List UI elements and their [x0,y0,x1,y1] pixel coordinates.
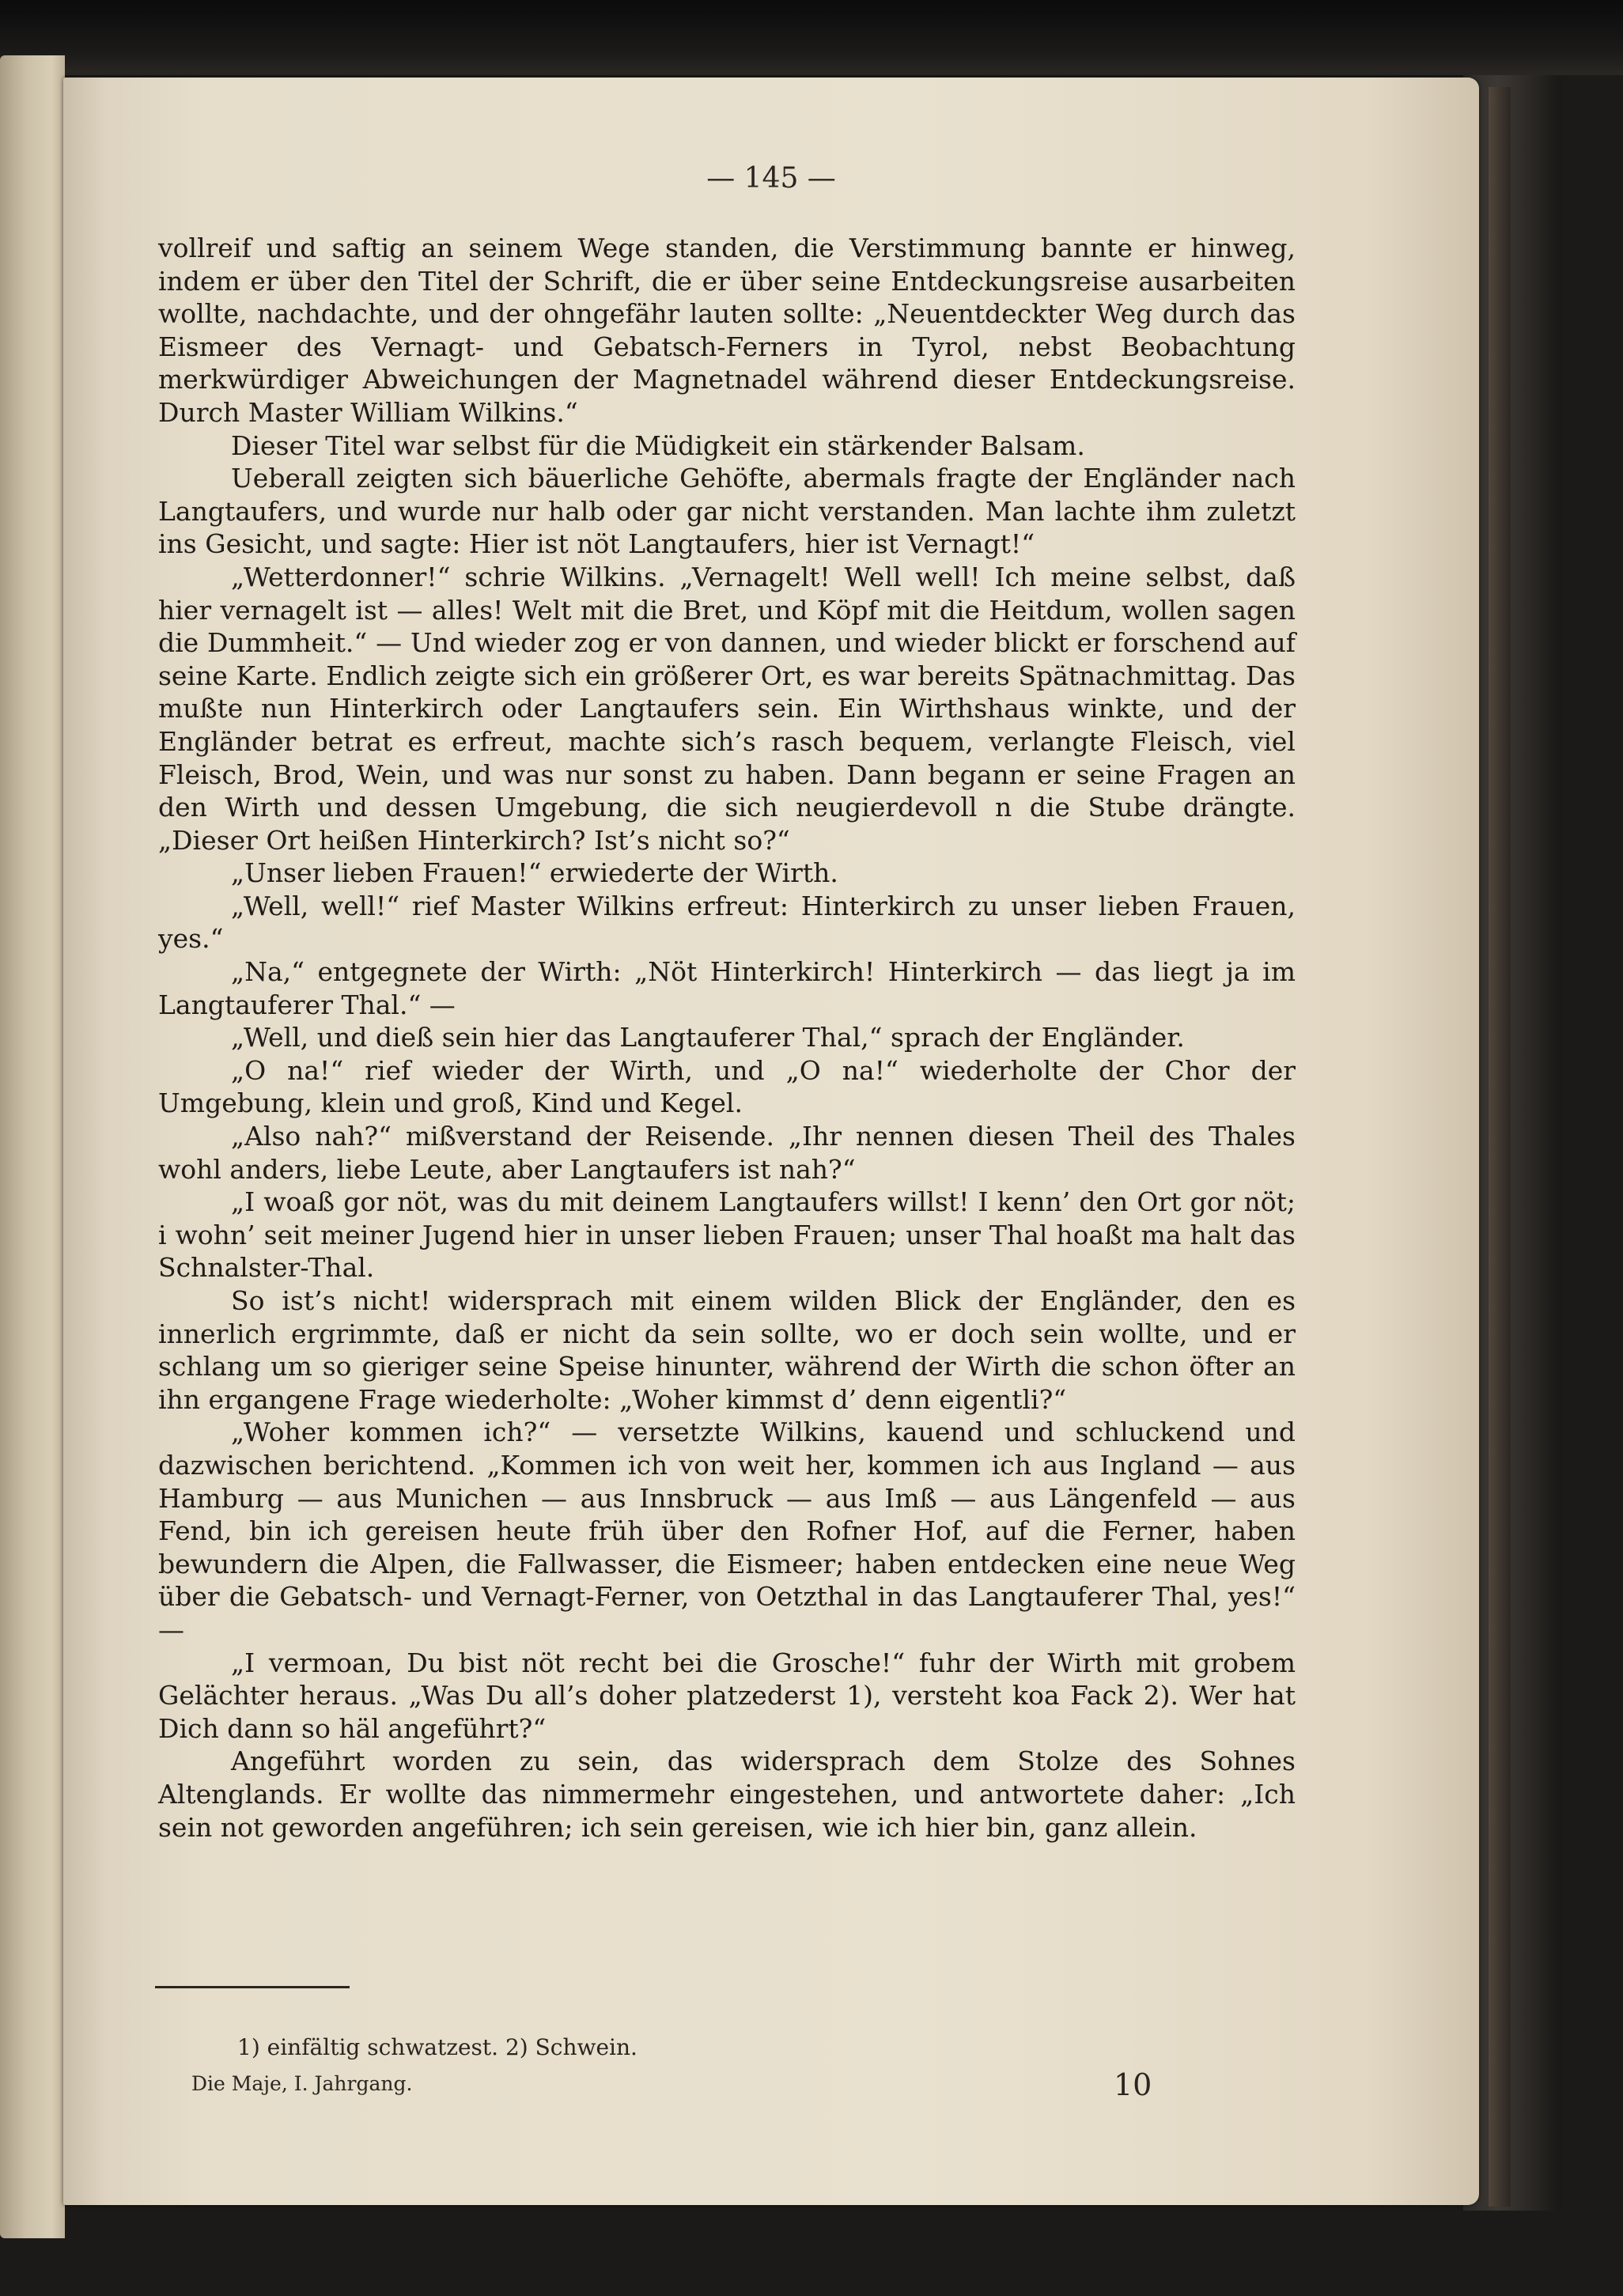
paragraph: „I vermoan, Du bist nöt recht bei die Grosche!“ fuhr der Wirth mit grobem Gelächter heraus. „Was Du all’s doher platzederst 1), versteht koa Fack 2). Wer hat Dich dann so häl angeführt?“ [158,1647,1296,1744]
paragraph: „Also nah?“ mißverstand der Reisende. „Ihr nennen diesen Theil des Thales wohl anders, liebe Leute, aber Langtaufers ist nah?“ [158,1121,1296,1185]
footnotes: 1) einfältig schwatzest. 2) Schwein. [237,2034,637,2060]
paragraph: „Woher kommen ich?“ — versetzte Wilkins, kauend und schluckend und dazwischen berichtend. „Kommen ich von weit her, kommen ich aus Ingland — aus Hamburg — aus Munichen — aus Innsbruck — aus Imß — aus Längenfeld — aus Fend, bin ich gereisen heute früh über den Rofner Hof, auf die Ferner, haben bewundern die Alpen, die Fallwasser, die Eismeer; haben entdecken eine neue Weg über die Gebatsch- und Vernagt-Ferner, von Oetzthal in das Langtauferer Thal, yes!“ — [158,1417,1296,1645]
page-body [158,232,1296,1844]
paragraph: Ueberall zeigten sich bäuerliche Gehöfte, abermals fragte der Engländer nach Langtaufers, und wurde nur halb oder gar nicht verstanden. Man lachte ihm zuletzt ins Gesicht, und sagte: Hier ist nöt Langtaufers, hier ist Vernagt!“ [158,463,1296,560]
footnote-rule [155,1986,350,1988]
scan-background [0,0,1623,75]
paragraph: Dieser Titel war selbst für die Müdigkeit ein stärkender Balsam. [231,429,1085,461]
paragraph: „Na,“ entgegnete der Wirth: „Nöt Hinterkirch! Hinterkirch — das liegt ja im Langtauferer Thal.“ — [158,956,1296,1020]
paragraph: „Wetterdonner!“ schrie Wilkins. „Vernagelt! Well well! Ich meine selbst, daß hier vernagelt ist — alles! Welt mit die Bret, und Köpf mit die Heitdum, wollen sagen die Dummheit.“ — Und wieder zog er von dannen, und wieder blickt er forschend auf seine Karte. Endlich zeigte sich ein größerer Ort, es war bereits Spätnachmittag. Das mußte nun Hinterkirch oder Langtaufers sein. Ein Wirthshaus winkte, und der Engländer betrat es erfreut, machte sich’s rasch bequem, verlangte Fleisch, viel Fleisch, Brod, Wein, und was nur sonst zu haben. Dann begann er seine Fragen an den Wirth und dessen Umgebung, die sich neugierdevoll n die Stube drängte. „Dieser Ort heißen Hinterkirch? Ist’s nicht so?“ [158,561,1296,856]
page-number: — 145 — [706,162,836,195]
paragraph: „Well, und dieß sein hier das Langtauferer Thal,“ sprach der Engländer. [231,1022,1185,1053]
book-spine-left [0,55,65,2238]
book-page [63,78,1479,2205]
paragraph: „Well, well!“ rief Master Wilkins erfreut: Hinterkirch zu unser lieben Frauen, yes.“ [158,890,1296,955]
book-cover-edge [1489,87,1511,2207]
journal-imprint: Die Maje, I. Jahrgang. [191,2072,413,2095]
paragraph: vollreif und saftig an seinem Wege standen, die Verstimmung bannte er hinweg, indem er über den Titel der Schrift, die er über seine Entdeckungsreise ausarbeiten wollte, nachdachte, und der ohngefähr lauten sollte: „Neuentdeckter Weg durch das Eismeer des Vernagt- und Gebatsch-Ferners in Tyrol, nebst Beobachtung merkwürdiger Abweichungen der Magnetnadel während dieser Entdeckungsreise. Durch Master William Wilkins.“ [158,233,1296,428]
paragraph: „Unser lieben Frauen!“ erwiederte der Wirth. [231,857,838,889]
sheet-signature: 10 [1114,2067,1152,2102]
paragraph: So ist’s nicht! widersprach mit einem wilden Blick der Engländer, den es innerlich ergrimmte, daß er nicht da sein sollte, wo er doch sein wollte, und er schlang um so gieriger seine Speise hinunter, während der Wirth die schon öfter an ihn ergangene Frage wiederholte: „Woher kimmst d’ denn eigentli?“ [158,1285,1296,1415]
paragraph: „O na!“ rief wieder der Wirth, und „O na!“ wiederholte der Chor der Umgebung, klein und groß, Kind und Kegel. [158,1054,1296,1119]
paragraph: Angeführt worden zu sein, das widersprach dem Stolze des Sohnes Altenglands. Er wollte das nimmermehr eingestehen, und antwortete daher: „Ich sein not geworden angeführen; ich sein gereisen, wie ich hier bin, ganz allein. [158,1746,1296,1843]
paragraph: „I woaß gor nöt, was du mit deinem Langtaufers willst! I kenn’ den Ort gor nöt; i wohn’ seit meiner Jugend hier in unser lieben Frauen; unser Thal hoaßt ma halt das Schnalster-Thal. [158,1186,1296,1284]
